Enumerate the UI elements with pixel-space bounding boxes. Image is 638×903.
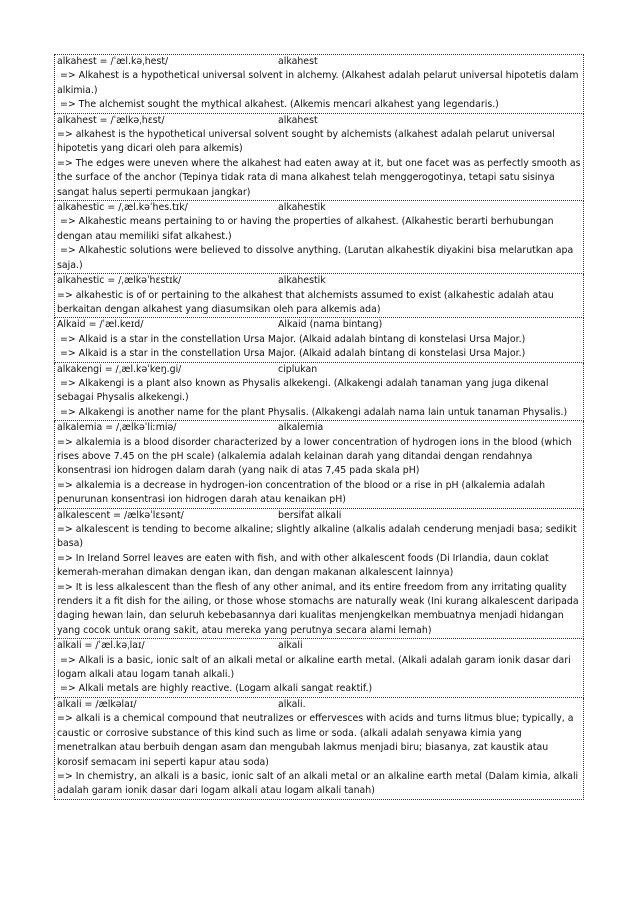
example-sentence: => Alkahest is a hypothetical universal solvent in alchemy. (Alkahest adalah pelarut universal hipotetis dalam alkimia.) — [57, 70, 582, 96]
entry-heading — [57, 55, 582, 69]
example-sentence: => alkahestic is of or pertaining to the alkahest that alchemists assumed to exist (alkahestic adalah atau berkaitan dengan alkahest yang diasumsikan oleh para alkemis ada) — [57, 289, 557, 315]
example-sentence: => In Ireland Sorrel leaves are eaten with fish, and with other alkalescent foods (Di Irlandia, daun coklat kemerah-merahan dimakan dengan ikan, dan dengan makanan alkalescent lainnya) — [57, 552, 552, 579]
translation: ciplukan — [278, 363, 318, 375]
entry-heading — [57, 114, 582, 128]
example-sentence: => alkalemia is a decrease in hydrogen-ion concentration of the blood or a rise in pH (alkalemia adalah penurunan konsentrasi ion hidrogen darah atau kenaikan pH) — [57, 479, 549, 506]
translation: alkali. — [278, 698, 306, 710]
example-sentence: => alkahest is the hypothetical universal solvent sought by alchemists (alkahest adalah pelarut universal hipotetis yang dicari oleh para alkemis) — [57, 129, 558, 155]
dictionary-page — [54, 54, 584, 800]
headword: alkahest = /ˈælkəˌhɛst/ — [57, 114, 165, 126]
headword: alkalemia = /ˌælkəˈliːmiə/ — [57, 422, 177, 434]
translation: alkahest — [278, 56, 318, 67]
translation: alkali — [278, 640, 303, 652]
headword: alkali = /ælkəlaɪ/ — [57, 698, 137, 710]
translation: Alkaid (nama bintang) — [278, 319, 383, 331]
example-sentence: => Alkali is a basic, ionic salt of an alkali metal or alkaline earth metal. (Alkali adalah garam ionik dasar dari logam alkali atau logam tanah alkali.) — [57, 654, 574, 681]
headword: Alkaid = /ˈæl.keɪd/ — [57, 319, 144, 331]
example-sentence: => alkalescent is tending to become alkaline; slightly alkaline (alkalis adalah cenderung menjadi basa; sedikit basa) — [57, 524, 580, 550]
example-sentence: => It is less alkalescent than the flesh of any other animal, and its entire freedom from any irritating quality renders it a fit dish for the ailing, or those whose stomachs are naturally weak (Ini kurang alkalescent daripada daging hewan lain, dan seluruh kebebasannya dari kualitas menjengkelkan membuatnya menjadi hidangan yang cocok untuk orang sakit, atau mereka yang perutnya secara alami lemah) — [57, 581, 582, 636]
dictionary-entry — [54, 421, 584, 508]
translation: bersifat alkali — [278, 509, 342, 521]
headword: alkahestic = /ˌælkəˈhɛstɪk/ — [57, 275, 182, 287]
example-sentence: => The alchemist sought the mythical alkahest. (Alkemis mencari alkahest yang legendaris.) — [57, 99, 499, 111]
dictionary-entry — [54, 318, 584, 362]
dictionary-entry — [54, 55, 584, 114]
entry-heading — [57, 509, 582, 523]
dictionary-entry — [54, 698, 584, 800]
headword: alkahestic = /ˌæl.kəˈhes.tɪk/ — [57, 202, 188, 214]
example-sentence: => Alkahestic solutions were believed to dissolve anything. (Larutan alkahestik diyakini bisa melarutkan apa saja.) — [57, 245, 577, 271]
example-sentence: => Alkali metals are highly reactive. (Logam alkali sangat reaktif.) — [57, 683, 373, 695]
translation: alkahest — [278, 114, 318, 126]
entry-heading — [57, 639, 582, 653]
entry-heading — [57, 421, 582, 435]
entry-heading — [57, 698, 582, 712]
dictionary-entry — [54, 639, 584, 698]
example-sentence: => Alkaid is a star in the constellation Ursa Major. (Alkaid adalah bintang di konstelasi Ursa Major.) — [57, 348, 526, 360]
entry-heading — [57, 363, 582, 377]
translation: alkahestik — [278, 275, 326, 287]
entry-heading — [57, 274, 582, 288]
example-sentence: => In chemistry, an alkali is a basic, ionic salt of an alkali metal or an alkaline earth metal (Dalam kimia, alkali adalah garam ionik dasar dari logam alkali atau logam alkali tanah) — [57, 770, 582, 797]
dictionary-entry — [54, 509, 584, 640]
entry-heading — [57, 318, 582, 332]
entry-heading — [57, 201, 582, 215]
example-sentence: => alkalemia is a blood disorder characterized by a lower concentration of hydrogen ions in the blood (which rises above 7.45 on the pH scale) (alkalemia adalah kelainan darah yang ditandai dengan rendahnya konsentrasi ion hidrogen dalam darah (yang naik di atas 7,45 pada skala pH) — [57, 436, 575, 477]
headword: alkahest = /ˈæl.kəˌhest/ — [57, 56, 169, 67]
example-sentence: => alkali is a chemical compound that neutralizes or effervesces with acids and turns litmus blue; typically, a caustic or corrosive substance of this kind such as lime or soda. (alkali adalah senyawa kimia yang menetralkan atau berbuih dengan asam dan mengubah lakmus menjadi biru; biasanya, zat kaustik atau korosif semacam ini seperti kapur atau soda) — [57, 713, 577, 768]
example-sentence: => Alkakengi is another name for the plant Physalis. (Alkakengi adalah nama lain untuk tanaman Physalis.) — [57, 406, 568, 418]
translation: alkahestik — [278, 202, 326, 214]
headword: alkali = /ˈæl.kəˌlaɪ/ — [57, 640, 145, 652]
dictionary-entry — [54, 114, 584, 201]
example-sentence: => Alkahestic means pertaining to or having the properties of alkahest. (Alkahestic berarti berhubungan dengan atau memiliki sifat alkahest.) — [57, 216, 557, 242]
example-sentence: => Alkaid is a star in the constellation Ursa Major. (Alkaid adalah bintang di konstelasi Ursa Major.) — [57, 333, 526, 345]
example-sentence: => The edges were uneven where the alkahest had eaten away at it, but one facet was as perfectly smooth as the surface of the anchor (Tepinya tidak rata di mana alkahest telah menggerogotinya, tetapi satu sisinya sangat halus seperti permukaan jangkar) — [57, 157, 584, 198]
dictionary-entry — [54, 363, 584, 422]
dictionary-entry — [54, 274, 584, 318]
example-sentence: => Alkakengi is a plant also known as Physalis alkekengi. (Alkakengi adalah tanaman yang juga dikenal sebagai Physalis alkekengi.) — [57, 377, 552, 404]
headword: alkakengi = /ˌæl.kəˈkeŋ.gi/ — [57, 363, 182, 375]
translation: alkalemia — [278, 422, 324, 434]
headword: alkalescent = /ælkəˈlɛsənt/ — [57, 509, 184, 521]
dictionary-entry — [54, 201, 584, 274]
